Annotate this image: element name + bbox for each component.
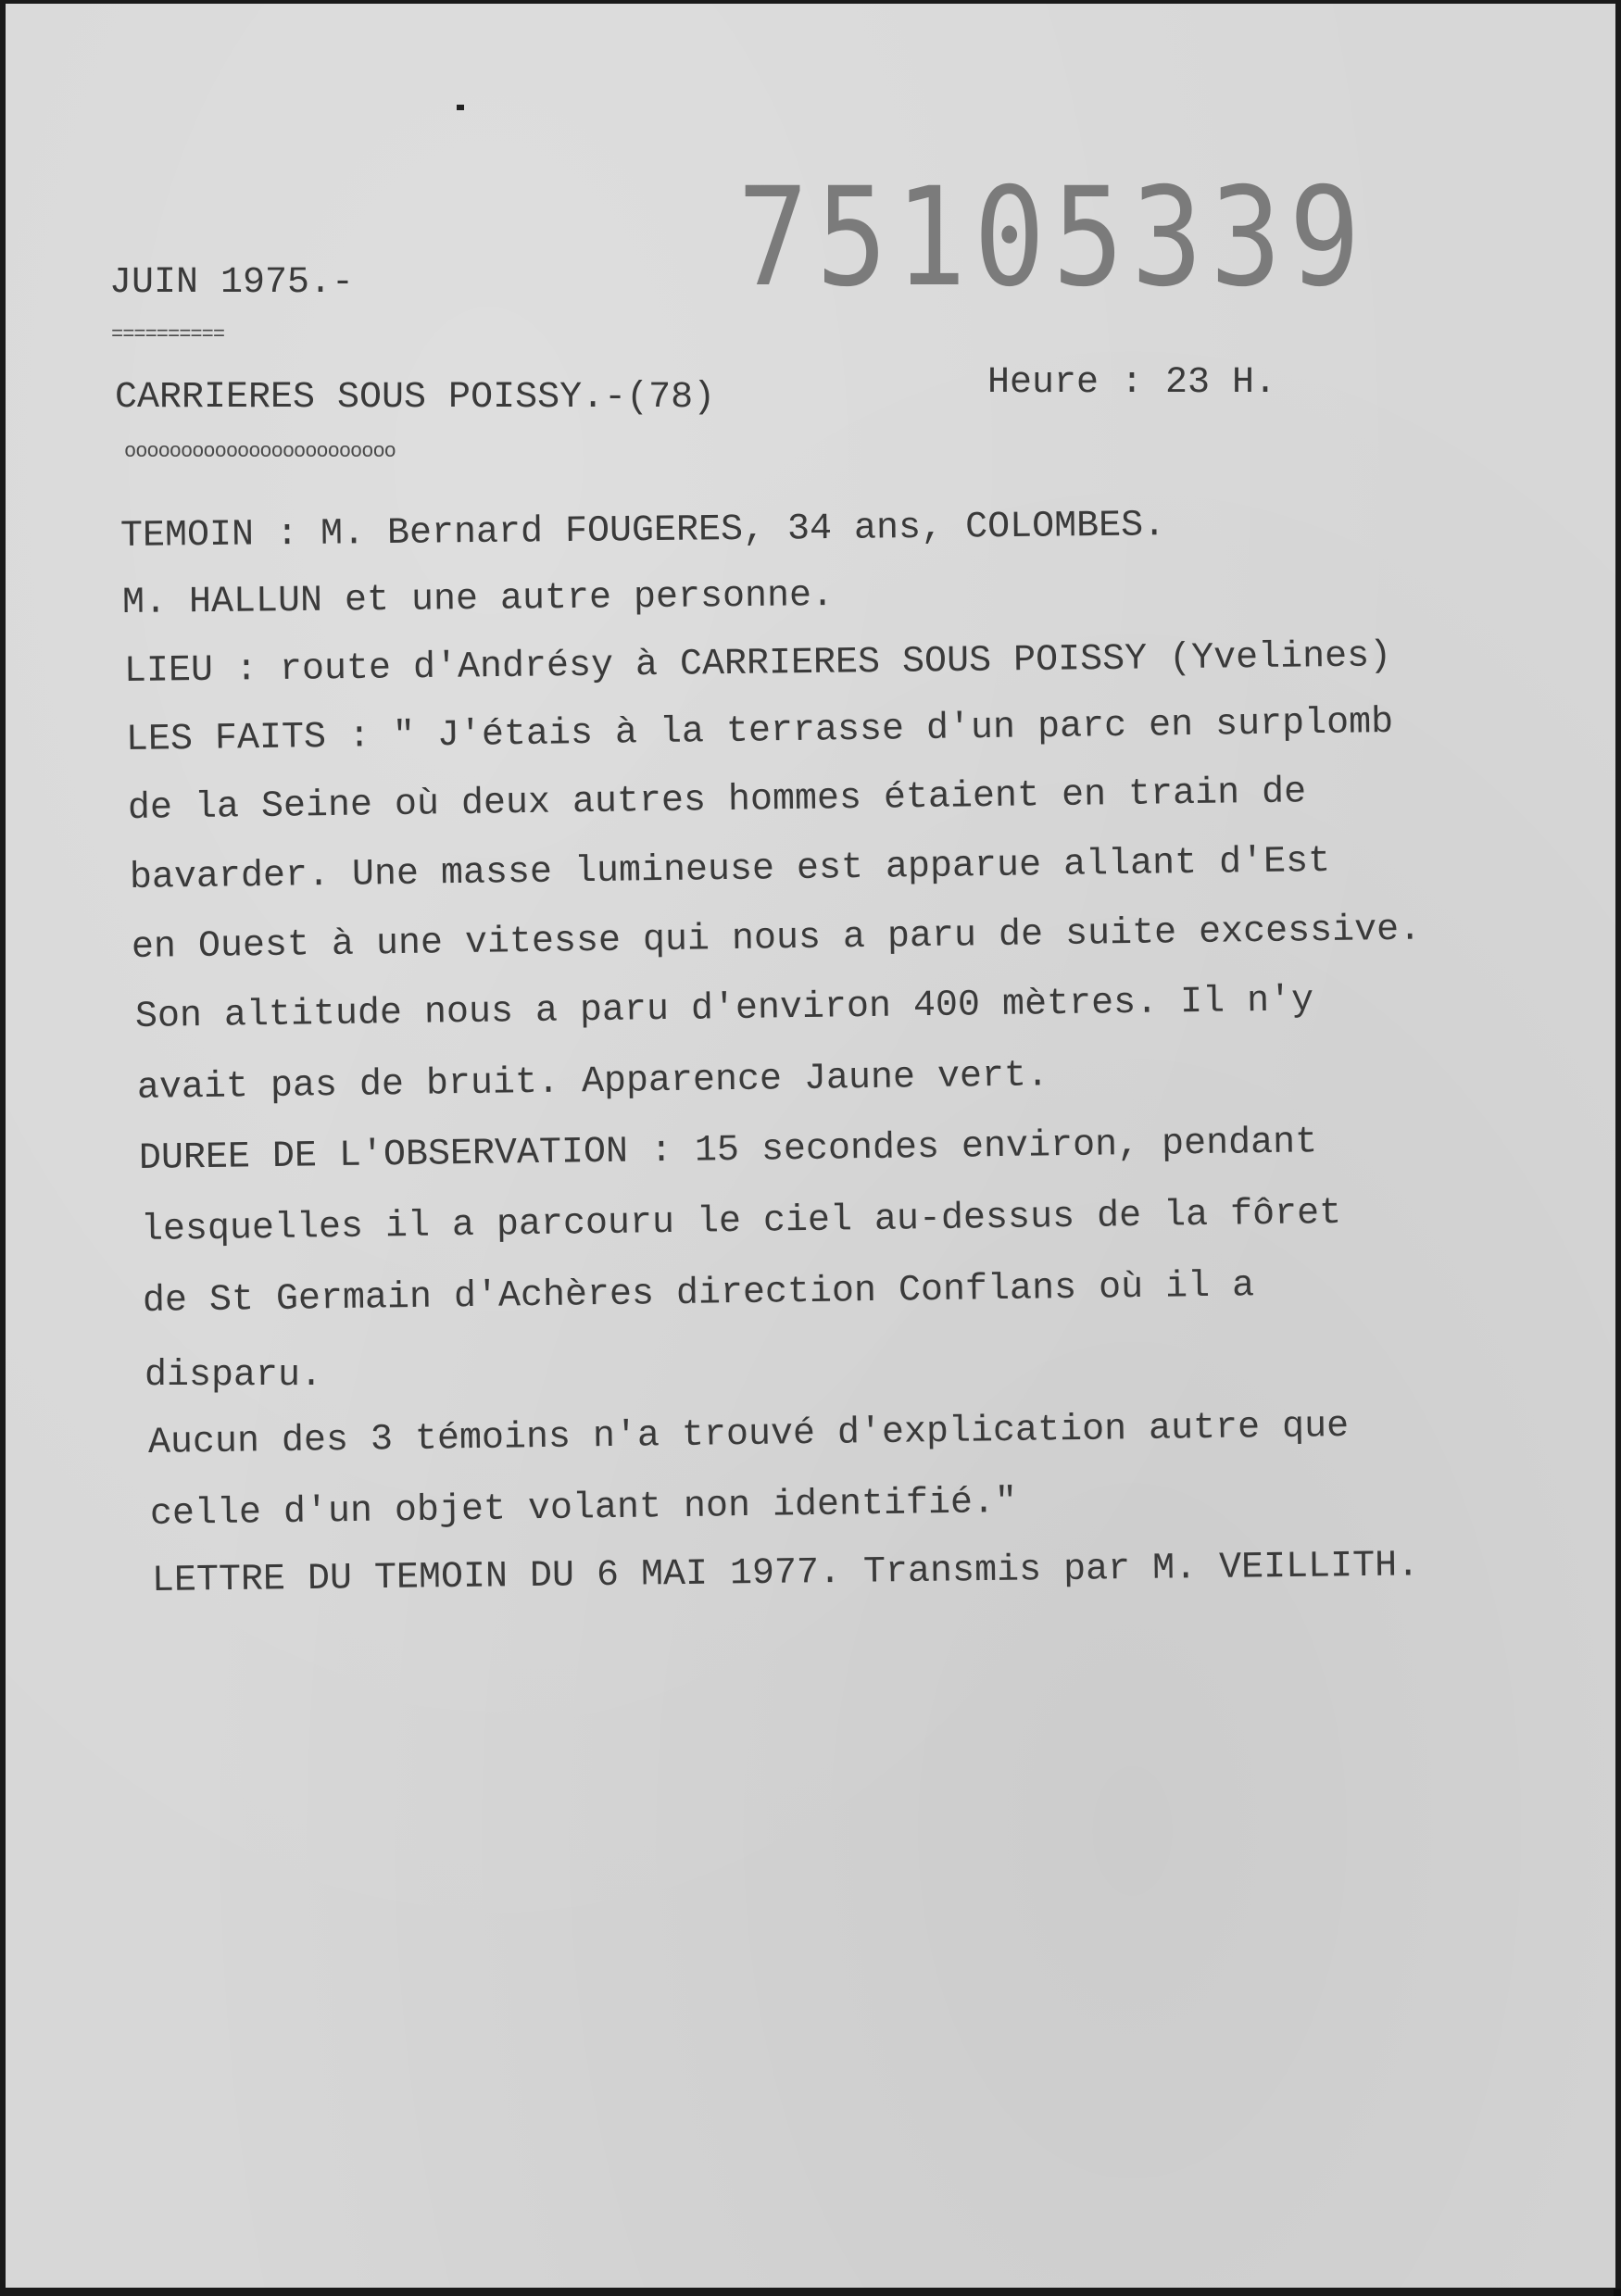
location-underline: oooooooooooooooooooooooo [124, 440, 396, 463]
conclusion-line: celle d'un objet volant non identifié." [149, 1481, 1018, 1536]
facts-line: de la Seine où deux autres hommes étaient en train de [127, 772, 1307, 830]
duration-line: lesquelles il a parcouru le ciel au-dessus de la fôret [140, 1192, 1342, 1251]
observation-hour: Heure : 23 H. [987, 362, 1277, 404]
duration-line: disparu. [145, 1355, 323, 1397]
facts-line: avait pas de bruit. Apparence Jaune vert. [136, 1055, 1049, 1110]
scan-corner-mark [1614, 2289, 1621, 2296]
location-line: LIEU : route d'Andrésy à CARRIERES SOUS POISSY (Yvelines) [123, 635, 1392, 693]
location-heading: CARRIERES SOUS POISSY.-(78) [115, 377, 716, 419]
source-letter-line: LETTRE DU TEMOIN DU 6 MAI 1977. Transmis par M. VEILLITH. [151, 1545, 1420, 1602]
ink-speck [457, 105, 464, 110]
witness-line: TEMOIN : M. Bernard FOUGERES, 34 ans, COLOMBES. [119, 505, 1166, 558]
date-underline: ========== [111, 323, 225, 346]
facts-line: LES FAITS : " J'étais à la terrasse d'un parc en surplomb [125, 701, 1394, 761]
reference-number-stamp: 75105339 [737, 158, 1368, 318]
facts-line: bavarder. Une masse lumineuse est apparue allant d'Est [129, 840, 1331, 899]
document-page [6, 4, 1615, 2288]
other-witnesses-line: M. HALLUN et une autre personne. [121, 574, 835, 624]
conclusion-line: Aucun des 3 témoins n'a trouvé d'explication autre que [147, 1405, 1350, 1464]
facts-line: en Ouest à une vitesse qui nous a paru de suite excessive. [131, 909, 1422, 969]
facts-line: Son altitude nous a paru d'environ 400 mètres. Il n'y [134, 980, 1314, 1038]
duration-line: de St Germain d'Achères direction Conflans où il a [142, 1265, 1255, 1323]
duration-line: DUREE DE L'OBSERVATION : 15 secondes environ, pendant [138, 1122, 1318, 1180]
report-date: JUIN 1975.- [109, 262, 355, 304]
